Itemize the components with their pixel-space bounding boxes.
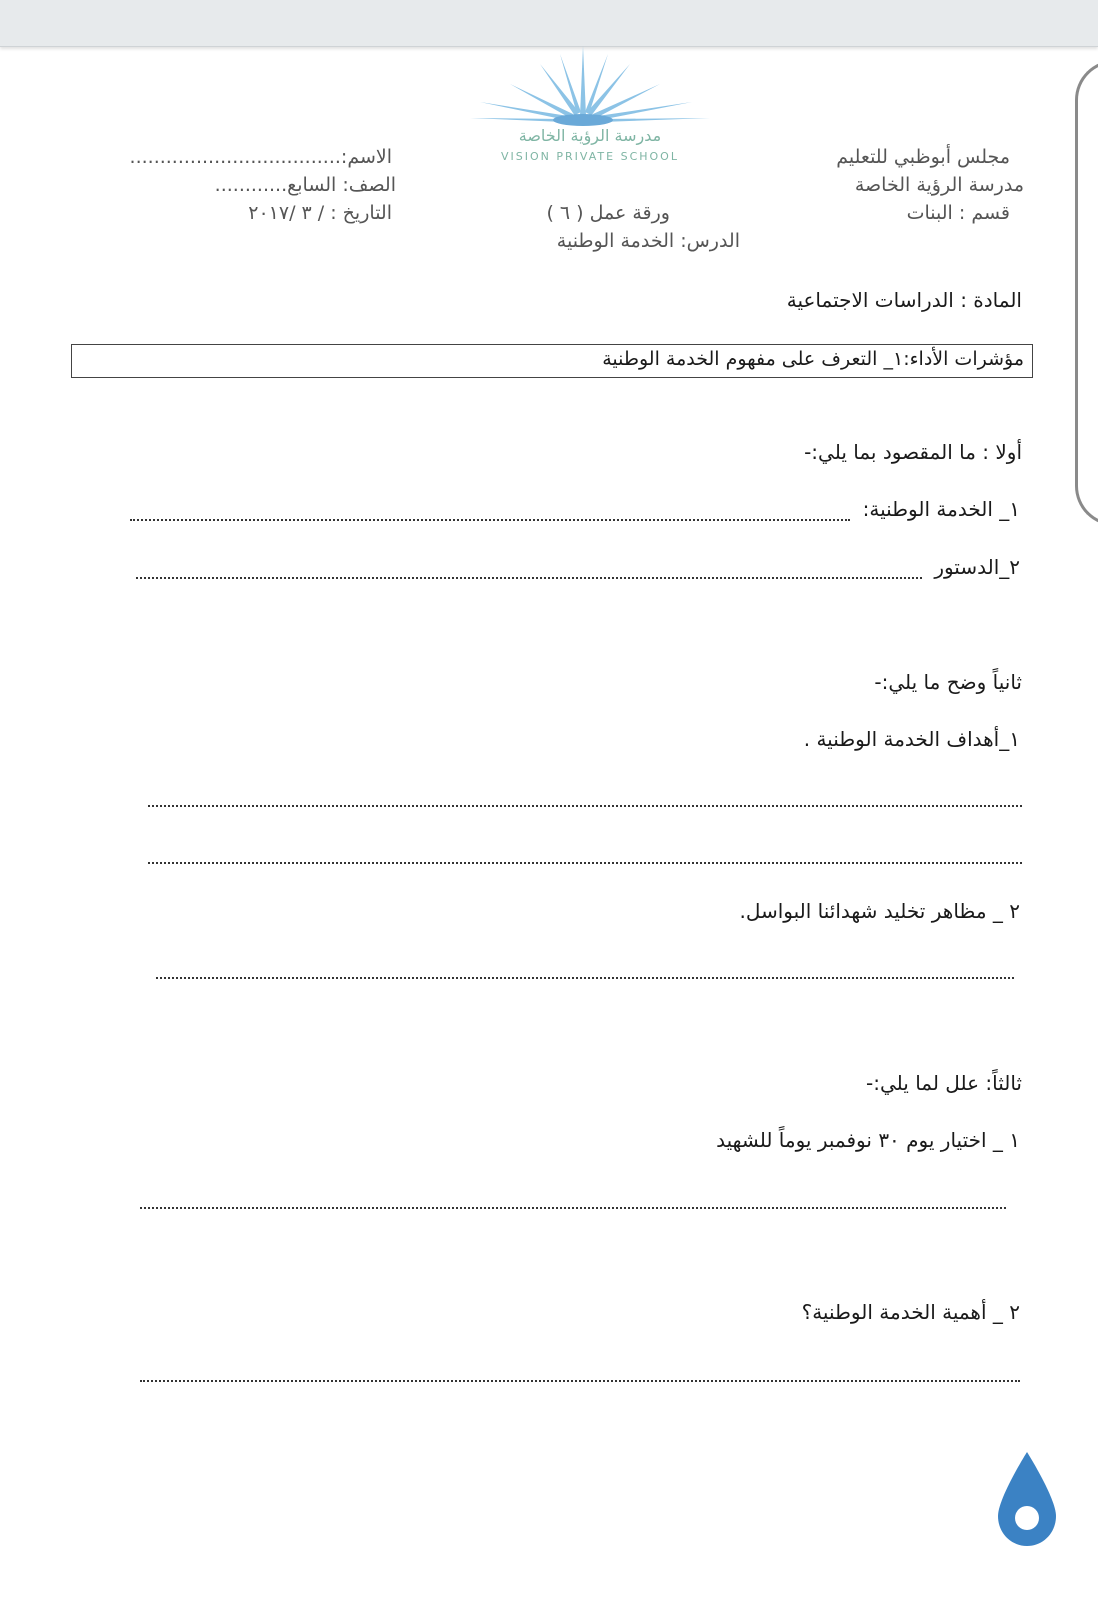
answer-line xyxy=(140,1207,1006,1209)
subject-title: المادة : الدراسات الاجتماعية xyxy=(786,288,1022,312)
answer-line xyxy=(140,1380,1020,1382)
question-1-1: ١_ الخدمة الوطنية: xyxy=(862,497,1020,521)
water-drop-icon[interactable] xyxy=(996,1450,1058,1548)
question-3-2: ٢ _ أهمية الخدمة الوطنية؟ xyxy=(801,1300,1020,1324)
logo-english-text: VISION PRIVATE SCHOOL xyxy=(501,150,679,163)
answer-line xyxy=(156,977,1014,979)
section-third-title: ثالثاً: علل لما يلي:- xyxy=(866,1071,1022,1095)
performance-indicators-box xyxy=(71,344,1033,378)
answer-line xyxy=(148,862,1022,864)
sun-rays-icon xyxy=(470,46,710,126)
header-school: مدرسة الرؤية الخاصة xyxy=(854,174,1024,196)
logo-arabic-text: مدرسة الرؤية الخاصة xyxy=(518,126,662,145)
page-edge-curve xyxy=(1075,60,1098,526)
section-first-title: أولا : ما المقصود بما يلي:- xyxy=(804,440,1022,464)
answer-line xyxy=(136,577,922,579)
lesson-title: الدرس: الخدمة الوطنية xyxy=(556,230,740,252)
top-bar xyxy=(0,0,1098,47)
header-org: مجلس أبوظبي للتعليم xyxy=(836,146,1010,168)
performance-indicators-text: مؤشرات الأداء:١_ التعرف على مفهوم الخدمة الوطنية xyxy=(602,348,1024,370)
worksheet-number: ورقة عمل ( ٦ ) xyxy=(546,202,670,224)
header-dept: قسم : البنات xyxy=(906,202,1010,224)
answer-line xyxy=(130,519,850,521)
date-field: التاريخ : / ٣ /٢٠١٧ xyxy=(248,202,392,224)
question-1-2: ٢_الدستور xyxy=(934,555,1020,579)
school-logo xyxy=(470,46,710,171)
grade-field: الصف: السابع............ xyxy=(214,174,396,196)
question-3-1: ١ _ اختيار يوم ٣٠ نوفمبر يوماً للشهيد xyxy=(716,1128,1020,1152)
question-2-1: ١_أهداف الخدمة الوطنية . xyxy=(803,727,1020,751)
question-2-2: ٢ _ مظاهر تخليد شهدائنا البواسل. xyxy=(739,899,1020,923)
section-second-title: ثانياً وضح ما يلي:- xyxy=(874,670,1022,694)
answer-line xyxy=(148,805,1022,807)
name-field: الاسم:................................... xyxy=(129,146,392,168)
